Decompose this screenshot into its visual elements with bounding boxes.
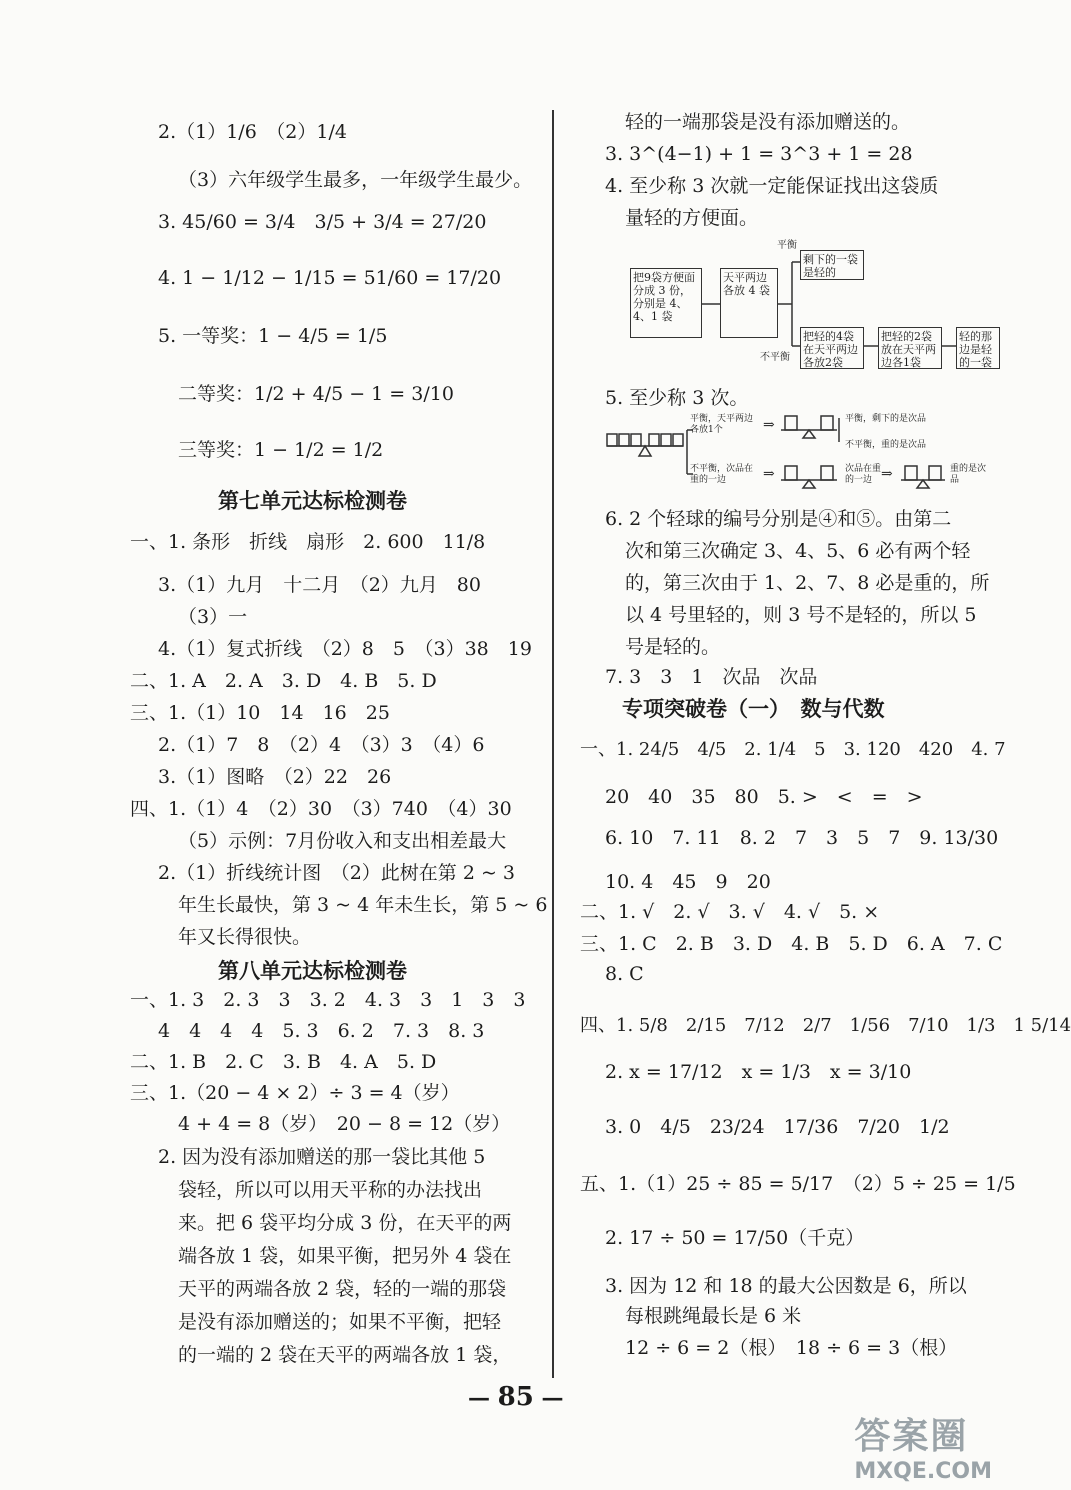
answer-line: 2. 因为没有添加赠送的那一袋比其他 5 [158,1146,486,1168]
answer-line: 轻的一端那袋是没有添加赠送的。 [625,111,911,133]
balance-note: 平衡，天平两边各放1个 [690,414,754,435]
answer-line: 四、1.（1）4 （2）30 （3）740 （4）30 [130,798,512,820]
answer-line: 来。把 6 袋平均分成 3 份，在天平的两 [178,1212,512,1234]
answer-line: 2.（1）7 8 （2）4 （3）3 （4）6 [158,734,485,756]
answer-line: 五、1.（1）25 ÷ 85 = 5/17 （2）5 ÷ 25 = 1/5 [580,1173,1016,1195]
answer-line: 12 ÷ 6 = 2（根） 18 ÷ 6 = 3（根） [625,1337,958,1359]
flow-label-balance: 平衡 [777,240,797,251]
answer-line: 次和第三次确定 3、4、5、6 必有两个轻 [625,540,971,562]
watermark-main: 答案圈 [854,1416,969,1457]
answer-line: （3）六年级学生最多，一年级学生最少。 [178,169,533,191]
watermark-sub: MXQE.COM [854,1459,992,1484]
flow-box-step2: 把轻的4袋在天平两边各放2袋 [800,327,864,369]
answer-line: 的，第三次由于 1、2、7、8 必是重的，所 [625,572,990,594]
flow-box-step3: 把轻的2袋放在天平两边各1袋 [878,327,942,369]
section-title-unit7: 第七单元达标检测卷 [218,489,407,513]
answer-line: 7. 3 3 1 次品 次品 [605,666,818,688]
answer-line: 天平的两端各放 2 袋，轻的一端的那袋 [178,1278,507,1300]
answer-line: 2.（1）折线统计图 （2）此树在第 2 ~ 3 [158,862,516,884]
answer-line: （3）一 [178,606,248,628]
answer-line: 二等奖：1/2 + 4/5 − 1 = 3/10 [178,383,454,405]
answer-line: 3.（1）九月 十二月 （2）九月 80 [158,574,481,596]
answer-line: 4.（1）复式折线 （2）8 5 （3）38 19 [158,638,532,660]
answer-line: 4. 至少称 3 次就一定能保证找出这袋质 [605,175,939,197]
answer-line: 10. 4 45 9 20 [605,871,771,893]
answer-line: 二、1. A 2. A 3. D 4. B 5. D [130,670,437,692]
section-title-unit8: 第八单元达标检测卷 [218,959,407,983]
watermark-logo [854,1408,992,1484]
answer-line: 3.（1）图略 （2）22 26 [158,766,392,788]
answer-line: 三、1.（1）10 14 16 25 [130,702,390,724]
svg-text:⇒: ⇒ [881,466,893,482]
answer-line: 二、1. B 2. C 3. B 4. A 5. D [130,1051,437,1073]
page-number-value: 85 [497,1382,534,1412]
answer-line: 2.（1）1/6 （2）1/4 [158,121,347,143]
answer-line: 三、1. C 2. B 3. D 4. B 5. D 6. A 7. C [580,933,1003,955]
answer-line: 端各放 1 袋，如果平衡，把另外 4 袋在 [178,1245,512,1267]
answer-line: 4 4 4 4 5. 3 6. 2 7. 3 8. 3 [158,1020,485,1042]
answer-line: 2. x = 17/12 x = 1/3 x = 3/10 [605,1061,912,1083]
answer-line: 年又长得很快。 [178,926,312,948]
answer-line: 4 + 4 = 8（岁） 20 − 8 = 12（岁） [178,1113,511,1135]
answer-line: 5. 至少称 3 次。 [605,387,749,409]
balance-note: 不平衡，重的是次品 [845,440,927,450]
balance-note: 不平衡，次品在重的一边 [690,464,754,485]
flow-label-unbalance: 不平衡 [760,352,790,363]
column-divider [552,110,554,1378]
answer-line: 以 4 号里轻的，则 3 号不是轻的，所以 5 [625,604,977,626]
answer-line: 是没有添加赠送的；如果不平衡，把轻 [178,1311,502,1333]
answer-line: 3. 因为 12 和 18 的最大公因数是 6，所以 [605,1275,967,1297]
flow-box-result: 轻的那边是轻的一袋 [956,327,1000,369]
balance-note: 重的是次品 [950,464,987,485]
answer-line: 5. 一等奖：1 − 4/5 = 1/5 [158,325,388,347]
answer-line: 3. 3^(4−1) + 1 = 3^3 + 1 = 28 [605,143,913,165]
balance-note: 次品在重的一边 [845,464,882,485]
balance-scales [605,412,995,502]
answer-line: 三、1.（20 − 4 × 2）÷ 3 = 4（岁） [130,1082,460,1104]
answer-line: 4. 1 − 1/12 − 1/15 = 51/60 = 17/20 [158,267,502,289]
answer-line: 一、1. 条形 折线 扇形 2. 600 11/8 [130,531,486,553]
answer-line: 量轻的方便面。 [625,207,759,229]
answer-line: 二、1. √ 2. √ 3. √ 4. √ 5. × [580,901,880,923]
answer-line: 年生长最快，第 3 ~ 4 年未生长，第 5 ~ 6 [178,894,548,916]
svg-text:⇒: ⇒ [763,417,775,433]
answer-line: 6. 10 7. 11 8. 2 7 3 5 7 9. 13/30 [605,827,999,849]
flow-box-divide: 把9袋方便面分成 3 份，分别是 4、4、1 袋 [630,268,702,338]
answer-line: 3. 0 4/5 23/24 17/36 7/20 1/2 [605,1116,950,1138]
answer-line: 20 40 35 80 5. > < = > [605,786,923,808]
answer-line: 号是轻的。 [625,636,721,658]
answer-line: 三等奖：1 − 1/2 = 1/2 [178,439,384,461]
answer-line: 袋轻，所以可以用天平称的办法找出 [178,1179,483,1201]
answer-line: 2. 17 ÷ 50 = 17/50（千克） [605,1227,865,1249]
answer-line: 3. 45/60 = 3/4 3/5 + 3/4 = 27/20 [158,211,487,233]
flow-box-weigh: 天平两边各放 4 袋 [720,268,778,338]
section-title-special: 专项突破卷（一） 数与代数 [622,697,885,721]
answer-line: 一、1. 24/5 4/5 2. 1/4 5 3. 120 420 4. 7 [580,739,1006,760]
answer-line: 一、1. 3 2. 3 3 3. 2 4. 3 3 1 3 3 [130,989,526,1011]
balance-note: 平衡，剩下的是次品 [845,414,927,424]
answer-line: 6. 2 个轻球的编号分别是④和⑤。由第二 [605,508,952,530]
page-number: — 85 — [468,1382,564,1412]
answer-line: 每根跳绳最长是 6 米 [625,1305,802,1327]
svg-text:⇒: ⇒ [763,466,775,482]
flow-box-remaining: 剩下的一袋是轻的 [800,250,864,280]
answer-line: （5）示例：7月份收入和支出相差最大 [178,830,507,852]
answer-line: 四、1. 5/8 2/15 7/12 2/7 1/56 7/10 1/3 1 5/14 [580,1015,1071,1036]
answer-line: 8. C [605,963,644,985]
answer-line: 的一端的 2 袋在天平的两端各放 1 袋， [178,1344,512,1366]
